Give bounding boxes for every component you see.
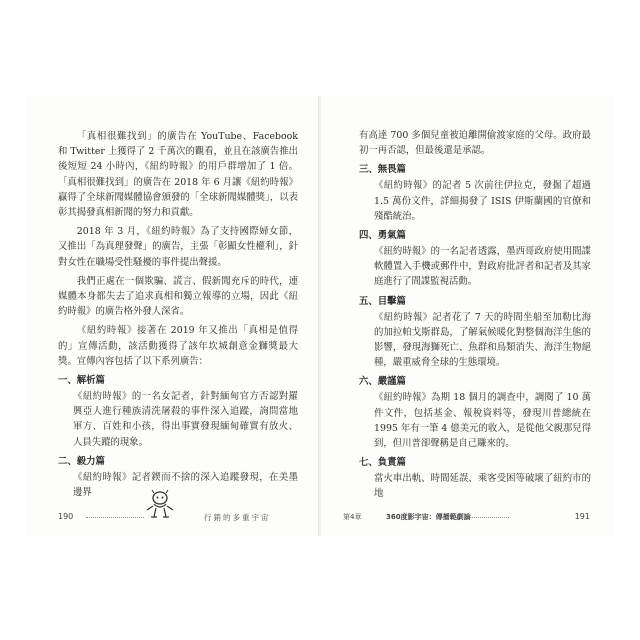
paragraph-continued: 有高達 700 多個兒童被迫離開偷渡家庭的父母。政府最初一再否認，但最後還是承認。	[359, 130, 591, 157]
footer-rule-right	[441, 517, 509, 518]
paragraph: 《紐約時報》接著在 2019 年又推出「真相是值得的」宣傳活動，該活動獲得了該年坎城創意金獅獎最大獎。宣傳內容包括了以下系列廣告：	[58, 325, 298, 367]
chapter-label: 第4章	[343, 513, 362, 521]
section-body-courage: 《紐約時報》的一名記者透露，墨西哥政府使用間諜軟體置入手機或郵件中，對政府批評者和記者及其家庭進行了間諜監視活動。	[374, 246, 591, 288]
running-title-left: 行銷的多重宇宙	[204, 513, 271, 522]
section-body-witness: 《紐約時報》記者花了 7 天的時間坐船至加勒比海的加拉帕戈斯群島，了解氣候暖化對整個海洋生態的影響，發現海獅死亡、魚群和鳥類消失、海洋生物絕種，嚴重威脅全球的生態環境。	[374, 311, 591, 369]
right-page-text	[359, 128, 591, 505]
section-body-responsibility: 當火車出軌、時間延誤、乘客受困等破壞了紐約市的地	[374, 473, 591, 500]
section-heading-fearless: 三、無畏篇	[359, 164, 406, 176]
section-body-rigor: 《紐約時報》為期 18 個月的調查中，調閱了 10 萬件文件，包括基金、報稅資料等，發現川普總統在 1995 年有一筆 4 億美元的收入，是從他父親那兒得到，但川普卻聲稱是自己賺來的。	[374, 392, 591, 450]
paragraph: 2018 年 3 月，《紐約時報》為了支持國際婦女節，又推出「為真理發聲」的廣告，主張「彰顯女性權利」，針對女性在職場受性騷擾的事件提出聲援。	[58, 226, 298, 268]
left-page	[26, 96, 319, 536]
page-number-right: 191	[574, 512, 590, 521]
section-heading-rigor: 六、嚴謹篇	[359, 376, 406, 388]
astronaut-mascot-icon	[142, 486, 178, 522]
page-number-left: 190	[58, 512, 74, 521]
running-title-right: 360度影字宙：傳播範劇論	[386, 513, 471, 521]
section-heading-perseverance: 二、毅力篇	[58, 455, 105, 467]
paragraph: 我們正處在一個欺騙、謊言、假新聞充斥的時代，連媒體本身都失去了追求真相和獨立報導的立場，因此《紐約時報》的廣告格外發人深省。	[58, 275, 298, 318]
right-page	[321, 96, 614, 536]
section-heading-analysis: 一、解析篇	[58, 375, 105, 387]
section-heading-responsibility: 七、負責篇	[359, 457, 406, 469]
section-body-perseverance: 《紐約時報》記者鍥而不捨的深入追蹤發現，在美墨邊界	[73, 471, 298, 499]
left-page-text	[58, 129, 298, 503]
section-body-analysis: 《紐約時報》的一名女記者，針對緬甸官方否認對羅興亞人進行種族清洗屠殺的事件深入追蹤，詢問當地軍方、百姓和小孩，得出事實發現緬甸確實有放火、人員失蹤的現象。	[73, 391, 298, 448]
section-heading-witness: 五、目擊篇	[359, 295, 406, 307]
section-heading-courage: 四、勇氣篇	[359, 230, 406, 242]
footer-rule-left	[86, 517, 144, 518]
paragraph: 「真相很難找到」的廣告在 YouTube、Facebook 和 Twitter 上獲得了 2 千萬次的觀看，並且在該廣告推出後短短 24 小時內，《紐約時報》的用戶群增加了 1 倍。「真相很難找到」的廣告在 2018 年 6 月讓《紐約時報》贏得了全球新聞媒體協會頒發的「全球新聞媒體獎」，以表彰其揭發真相新聞的努力和貢獻。	[58, 131, 298, 219]
section-body-fearless: 《紐約時報》的記者 5 次前往伊拉克，發掘了超過 1.5 萬份文件，詳細揭發了 ISIS 伊斯蘭國的官僚和殘酷統治。	[374, 180, 591, 222]
